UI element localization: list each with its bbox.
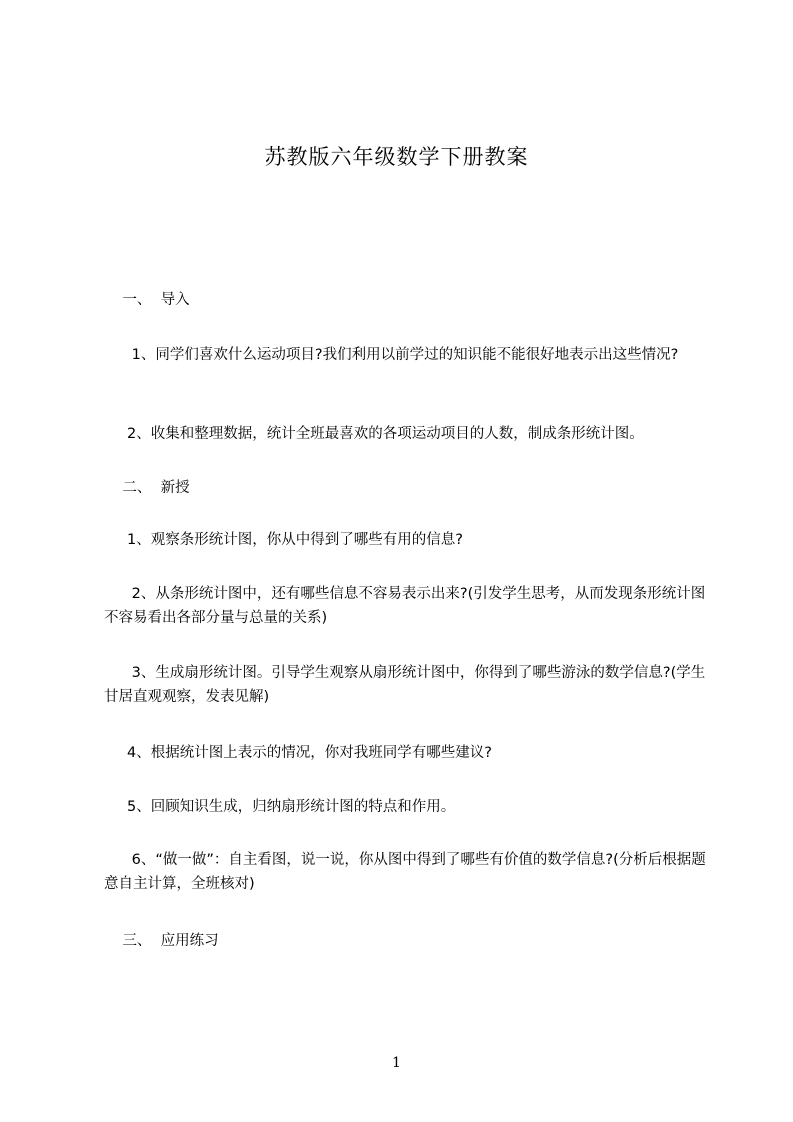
- document-title: 苏教版六年级数学下册教案: [264, 145, 529, 169]
- section-heading-practice: 三、 应用练习: [104, 933, 219, 949]
- paragraph: 1、同学们喜欢什么运动项目?我们利用以前学过的知识能不能很好地表示出这些情况?: [104, 347, 679, 363]
- paragraph: 3、生成扇形统计图。引导学生观察从扇形统计图中，你得到了哪些游泳的数学信息?(学生甘居直观观察，发表见解): [104, 665, 706, 705]
- paragraph: 4、根据统计图上表示的情况，你对我班同学有哪些建议?: [104, 745, 492, 761]
- section-heading-intro: 一、 导入: [104, 292, 190, 308]
- paragraph: 1、观察条形统计图，你从中得到了哪些有用的信息?: [104, 532, 463, 548]
- paragraph: 6、“做一做”：自主看图，说一说，你从图中得到了哪些有价值的数学信息?(分析后根据题意自主计算，全班核对): [104, 852, 706, 892]
- section-heading-new: 二、 新授: [104, 480, 190, 496]
- paragraph: 5、回顾知识生成，归纳扇形统计图的特点和作用。: [104, 799, 456, 815]
- paragraph: 2、收集和整理数据，统计全班最喜欢的各项运动项目的人数，制成条形统计图。: [104, 426, 644, 442]
- page-number: 1: [392, 1055, 401, 1071]
- paragraph: 2、从条形统计图中，还有哪些信息不容易表示出来?(引发学生思考，从而发现条形统计图不容易看出各部分量与总量的关系): [104, 586, 706, 626]
